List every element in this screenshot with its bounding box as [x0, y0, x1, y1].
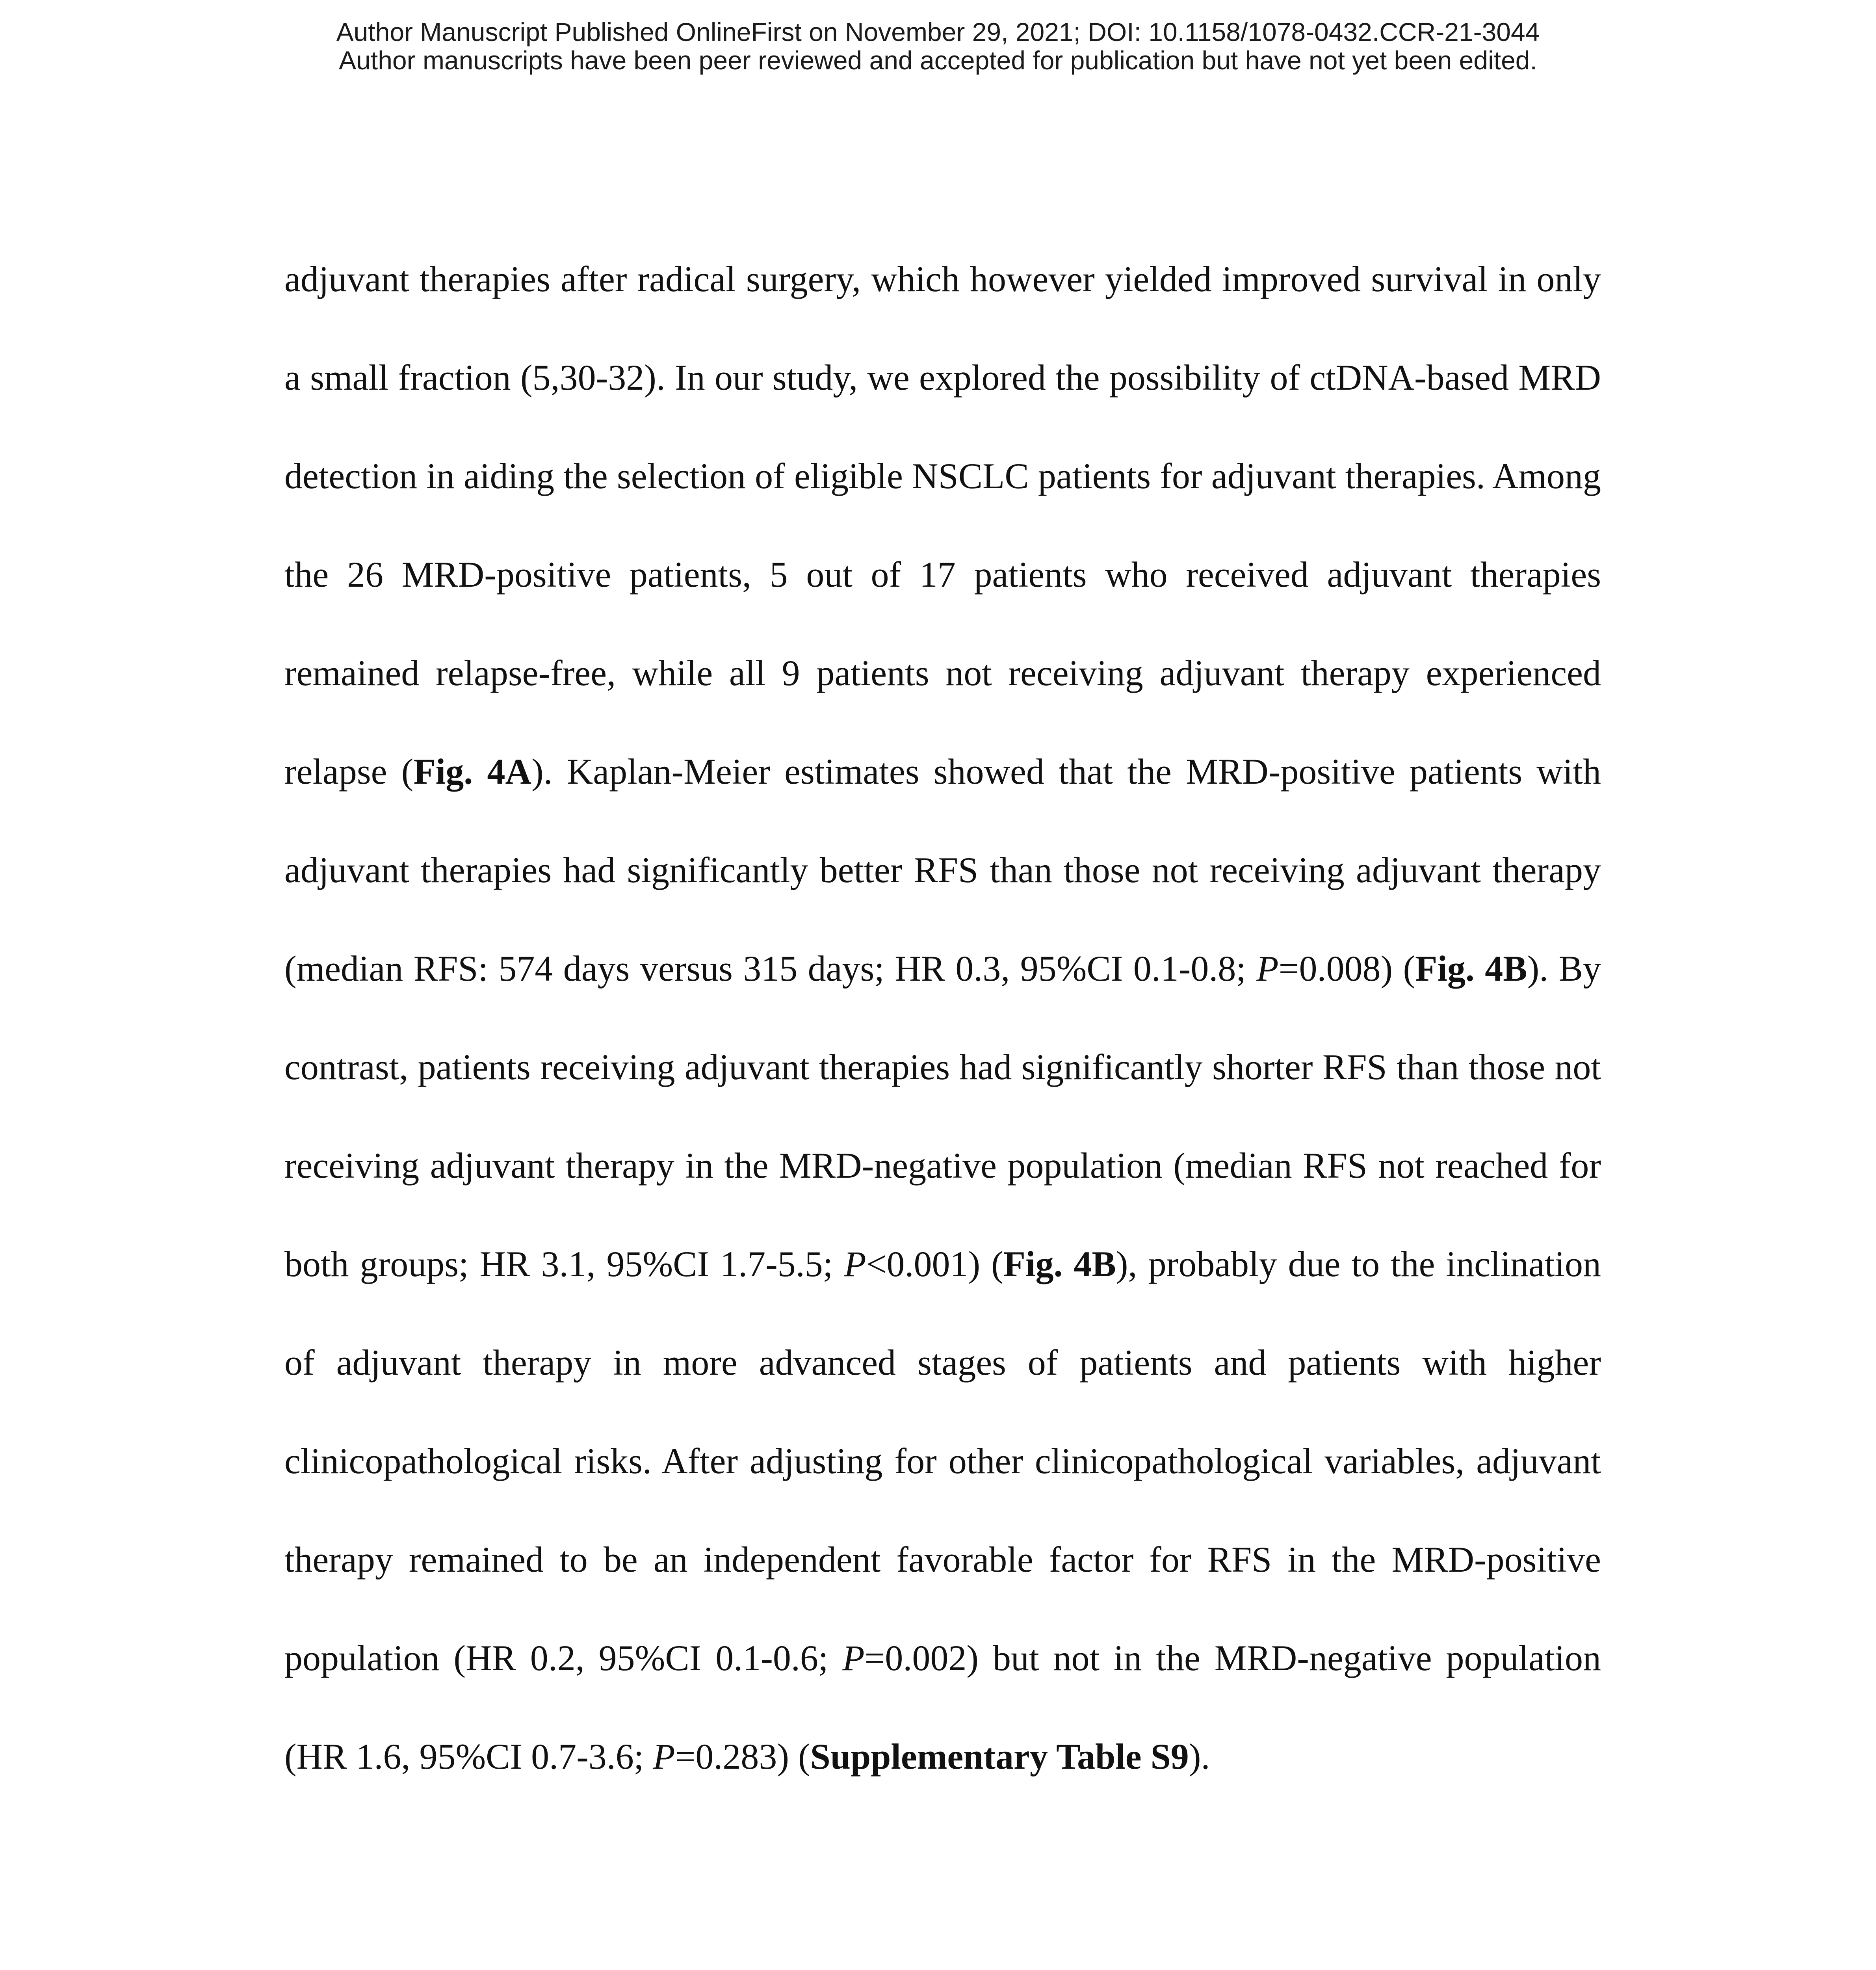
p-value-symbol: P [844, 1244, 866, 1284]
p-value-symbol: P [1256, 948, 1279, 989]
p-value-symbol: P [842, 1638, 865, 1678]
text-run: <0.001) ( [866, 1244, 1003, 1284]
text-run: ). By contrast, patients receiving adjuvant therapies had significantly shorter RFS than those not receiving adjuvant therapy in the MRD-negative population (median RFS not reached for both groups; HR 3.1, 95%CI 1.7-5.5; [284, 948, 1601, 1284]
figure-ref-4b: Fig. 4B [1003, 1244, 1116, 1284]
text-run: ). Kaplan-Meier estimates showed that the MRD-positive patients with adjuvant therapies had significantly better RFS than those not receiving adjuvant therapy (median RFS: 574 days versus 315 days; HR 0.3, 95%CI 0.1-0.8; [284, 751, 1601, 989]
header-line-1: Author Manuscript Published OnlineFirst on November 29, 2021; DOI: 10.1158/1078-0432.CCR-21-3044 [336, 17, 1540, 46]
header-line-2: Author manuscripts have been peer reviewed and accepted for publication but have not yet been edited. [339, 46, 1537, 75]
text-run: ). [1189, 1736, 1210, 1777]
text-run: =0.283) ( [675, 1736, 810, 1777]
figure-ref-4b: Fig. 4B [1415, 948, 1527, 989]
manuscript-header [0, 18, 1876, 74]
text-run: adjuvant therapies after radical surgery, which however yielded improved survival in only a small fraction (5,30-32). In our study, we explored the possibility of ctDNA-based MRD detection in aiding the selection of eligible NSCLC patients for adjuvant therapies. Among the 26 MRD-positive patients, 5 out of 17 patients who received adjuvant therapies remained relapse-free, while all 9 patients not receiving adjuvant therapy experienced relapse ( [284, 259, 1601, 792]
text-run: =0.002) but not in the MRD-negative population (HR 1.6, 95%CI 0.7-3.6; [284, 1638, 1601, 1777]
text-run: ), probably due to the inclination of adjuvant therapy in more advanced stages of patients and patients with higher clinicopathological risks. After adjusting for other clinicopathological variables, adjuvant therapy remained to be an independent favorable factor for RFS in the MRD-positive population (HR 0.2, 95%CI 0.1-0.6; [284, 1244, 1601, 1678]
table-ref-s9: Supplementary Table S9 [810, 1736, 1189, 1777]
figure-ref-4a: Fig. 4A [413, 751, 531, 792]
text-run: =0.008) ( [1278, 948, 1415, 989]
paragraph-adjuvant-mrd [284, 230, 1601, 1806]
p-value-symbol: P [653, 1736, 675, 1777]
